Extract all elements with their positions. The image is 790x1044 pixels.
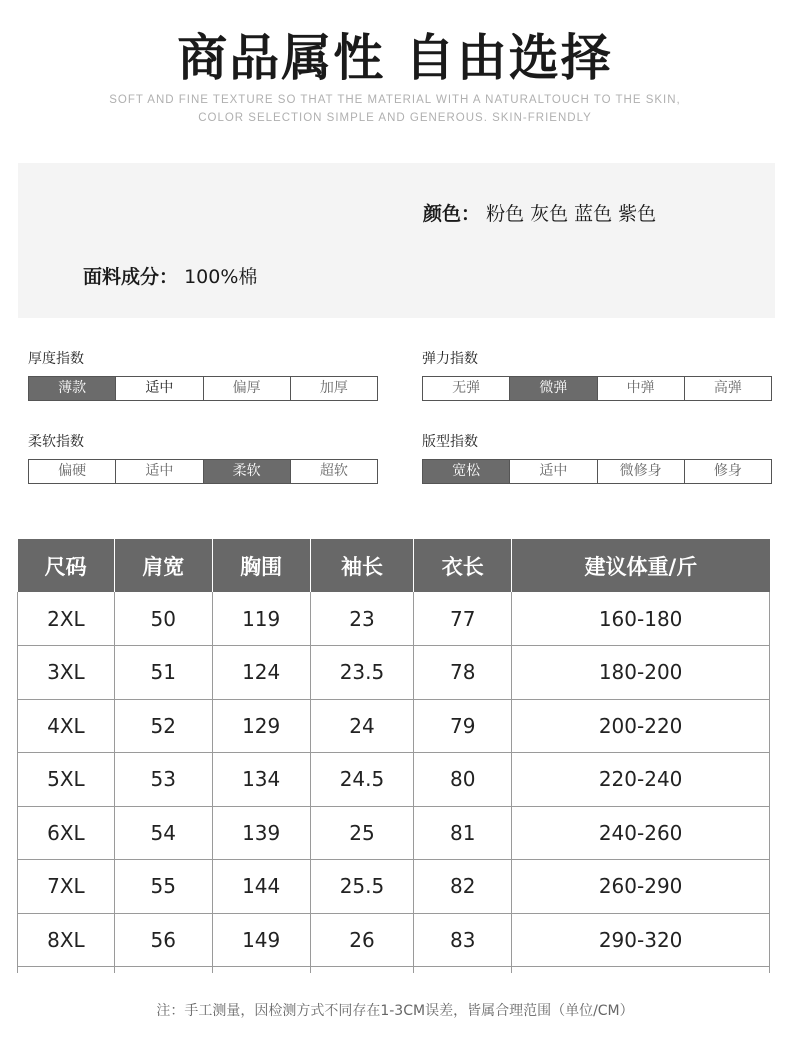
table-row xyxy=(18,646,770,700)
size-table-header-row xyxy=(18,539,770,592)
cell-suggested-weight: 220-240 xyxy=(512,753,770,807)
stub-cell xyxy=(512,967,770,973)
cell-chest: 129 xyxy=(212,699,310,753)
cell-body-length: 82 xyxy=(414,860,512,914)
elasticity-option-none: 无弹 xyxy=(423,377,510,400)
cell-size: 8XL xyxy=(18,913,115,967)
fit-option-regular: 适中 xyxy=(510,460,597,483)
cell-suggested-weight: 290-320 xyxy=(512,913,770,967)
fabric-label: 面料成分： xyxy=(83,266,179,288)
cell-shoulder-width: 55 xyxy=(114,860,212,914)
color-attribute xyxy=(423,199,656,226)
thickness-option-thin: 薄款 xyxy=(29,377,116,400)
elasticity-index-scale xyxy=(422,376,772,401)
softness-index-title: 柔软指数 xyxy=(28,434,84,450)
softness-option-soft: 柔软 xyxy=(204,460,291,483)
cell-chest: 134 xyxy=(212,753,310,807)
color-label: 颜色： xyxy=(423,203,481,225)
elasticity-option-high: 高弹 xyxy=(713,380,742,396)
table-row xyxy=(18,860,770,914)
cell-suggested-weight: 260-290 xyxy=(512,860,770,914)
header-sleeve-length: 袖长 xyxy=(310,539,414,592)
table-row xyxy=(18,699,770,753)
elasticity-index xyxy=(422,348,772,401)
header-suggested-weight: 建议体重/斤 xyxy=(512,539,770,592)
thickness-option-thick: 偏厚 xyxy=(204,377,291,400)
cell-chest: 124 xyxy=(212,646,310,700)
cell-suggested-weight: 200-220 xyxy=(512,699,770,753)
cell-sleeve-length: 26 xyxy=(310,913,414,967)
cell-sleeve-length: 25.5 xyxy=(310,860,414,914)
softness-option-medium: 适中 xyxy=(116,460,203,483)
header-chest: 胸围 xyxy=(212,539,310,592)
attribute-panel xyxy=(18,163,775,318)
cell-body-length: 83 xyxy=(414,913,512,967)
thickness-option-extra-thick: 加厚 xyxy=(319,380,348,396)
cell-chest: 119 xyxy=(212,592,310,646)
cell-suggested-weight: 160-180 xyxy=(512,592,770,646)
cell-shoulder-width: 54 xyxy=(114,806,212,860)
stub-cell xyxy=(212,967,310,973)
stub-cell xyxy=(310,967,414,973)
cell-sleeve-length: 24 xyxy=(310,699,414,753)
table-row xyxy=(18,592,770,646)
cell-body-length: 81 xyxy=(414,806,512,860)
elasticity-option-slight: 微弹 xyxy=(510,377,597,400)
cell-body-length: 80 xyxy=(414,753,512,807)
cell-body-length: 78 xyxy=(414,646,512,700)
cell-chest: 139 xyxy=(212,806,310,860)
stub-cell xyxy=(414,967,512,973)
cell-sleeve-length: 23.5 xyxy=(310,646,414,700)
softness-option-firm: 偏硬 xyxy=(29,460,116,483)
softness-index-scale xyxy=(28,459,378,484)
table-row xyxy=(18,753,770,807)
cell-chest: 149 xyxy=(212,913,310,967)
measurement-note: 注：手工测量，因检测方式不同存在1-3CM误差，皆属合理范围（单位/CM） xyxy=(156,1003,634,1019)
table-row-stub xyxy=(18,967,770,973)
softness-option-extra-soft: 超软 xyxy=(319,463,348,479)
elasticity-option-medium: 中弹 xyxy=(598,377,685,400)
size-table xyxy=(17,539,770,973)
fit-option-semi-slim: 微修身 xyxy=(598,460,685,483)
thickness-index xyxy=(28,348,378,401)
cell-sleeve-length: 24.5 xyxy=(310,753,414,807)
elasticity-index-title: 弹力指数 xyxy=(422,351,478,367)
stub-cell xyxy=(114,967,212,973)
table-row xyxy=(18,913,770,967)
cell-size: 5XL xyxy=(18,753,115,807)
cell-suggested-weight: 180-200 xyxy=(512,646,770,700)
header-size: 尺码 xyxy=(18,539,115,592)
cell-body-length: 79 xyxy=(414,699,512,753)
cell-size: 3XL xyxy=(18,646,115,700)
table-row xyxy=(18,806,770,860)
fit-index-title: 版型指数 xyxy=(422,434,478,450)
cell-shoulder-width: 53 xyxy=(114,753,212,807)
fit-index xyxy=(422,431,772,484)
cell-sleeve-length: 25 xyxy=(310,806,414,860)
fit-option-loose: 宽松 xyxy=(423,460,510,483)
header-body-length: 衣长 xyxy=(414,539,512,592)
cell-suggested-weight: 240-260 xyxy=(512,806,770,860)
header-shoulder-width: 肩宽 xyxy=(114,539,212,592)
thickness-index-scale xyxy=(28,376,378,401)
cell-shoulder-width: 52 xyxy=(114,699,212,753)
cell-size: 4XL xyxy=(18,699,115,753)
subtitle-line-1: SOFT AND FINE TEXTURE SO THAT THE MATERIAL WITH A NATURALTOUCH TO THE SKIN, xyxy=(109,94,681,106)
cell-shoulder-width: 51 xyxy=(114,646,212,700)
stub-cell xyxy=(18,967,115,973)
cell-shoulder-width: 56 xyxy=(114,913,212,967)
cell-body-length: 77 xyxy=(414,592,512,646)
thickness-index-title: 厚度指数 xyxy=(28,351,84,367)
cell-chest: 144 xyxy=(212,860,310,914)
cell-size: 6XL xyxy=(18,806,115,860)
subtitle-line-2: COLOR SELECTION SIMPLE AND GENEROUS. SKIN-FRIENDLY xyxy=(198,112,592,124)
color-value: 粉色 灰色 蓝色 紫色 xyxy=(486,203,657,225)
cell-shoulder-width: 50 xyxy=(114,592,212,646)
cell-size: 7XL xyxy=(18,860,115,914)
fit-option-slim: 修身 xyxy=(713,463,742,479)
fit-index-scale xyxy=(422,459,772,484)
fabric-attribute xyxy=(83,262,257,289)
page-title: 商品属性 自由选择 xyxy=(177,29,613,87)
cell-sleeve-length: 23 xyxy=(310,592,414,646)
cell-size: 2XL xyxy=(18,592,115,646)
fabric-value: 100%棉 xyxy=(184,266,258,288)
softness-index xyxy=(28,431,378,484)
thickness-option-medium: 适中 xyxy=(116,377,203,400)
